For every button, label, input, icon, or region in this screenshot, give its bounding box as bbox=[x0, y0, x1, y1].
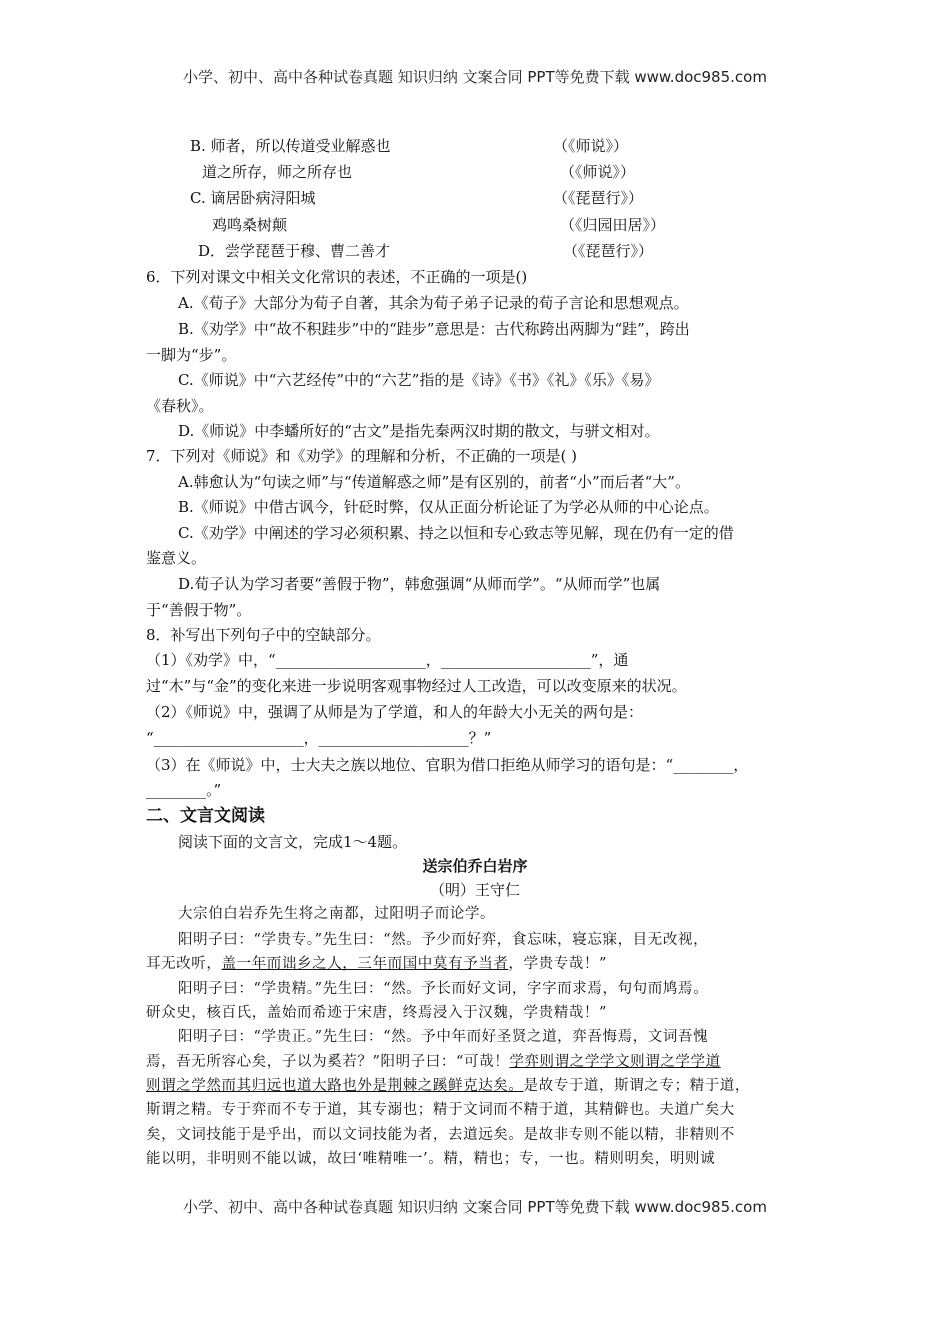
passage-line: 大宗伯白岩乔先生将之南都，过阳明子而论学。 bbox=[178, 906, 496, 922]
passage-line bbox=[146, 1075, 750, 1097]
underlined-sentence: 学弈则谓之学学文则谓之学学道 bbox=[509, 1054, 721, 1070]
page-footer: 小学、初中、高中各种试卷真题 知识归纳 文案合同 PPT等免费下载 www.doc985.com bbox=[183, 1198, 767, 1216]
q5-option-b2-source: （《师说》） bbox=[560, 163, 636, 181]
q6-option-d: D.《师说》中李蟠所好的“古文”是指先秦两汉时期的散文，与骈文相对。 bbox=[178, 422, 660, 440]
q6-option-c-cont: 《春秋》。 bbox=[146, 397, 214, 415]
q7-option-d: D.荀子认为学习者要“善假于物”，韩愈强调“从师而学”。“从师而学”也属 bbox=[178, 575, 661, 593]
q5-option-d: D．尝学琵琶于穆、曹二善才 bbox=[198, 242, 391, 260]
q5-option-b: B. 师者，所以传道受业解惑也 bbox=[190, 137, 391, 155]
q6-option-b-cont: 一脚为“步”。 bbox=[146, 346, 237, 364]
passage-text: 焉，吾无所容心矣，子以为奚若？”阳明子曰：“可哉！ bbox=[146, 1054, 510, 1070]
q8-part3: （3）在《师说》中，士大夫之族以地位、官职为借口拒绝从师学习的语句是：“________， bbox=[146, 756, 749, 774]
passage-text: ，学贵专哉！” bbox=[508, 956, 608, 972]
underlined-sentence: 则谓之学然而其归远也道大路也外是荆棘之蹊鲜克达矣。 bbox=[146, 1078, 524, 1094]
q8-part2: （2）《师说》中，强调了从师是为了学道，和人的年龄大小无关的两句是： bbox=[146, 703, 644, 721]
passage-title: 送宗伯乔白岩序 bbox=[422, 857, 528, 875]
q5-option-d-source: （《琵琶行》） bbox=[563, 242, 654, 260]
q7-option-b: B.《师说》中借古讽今，针砭时弊，仅从正面分析论证了为学必从师的中心论点。 bbox=[178, 498, 719, 516]
q6-stem: 6．下列对课文中相关文化常识的表述，不正确的一项是() bbox=[146, 268, 528, 286]
passage-author: （明）王守仁 bbox=[429, 881, 520, 899]
passage-line: 矣，文词技能于是乎出，而以文词技能为者，去道远矣。是故非专则不能以精，非精则不 bbox=[146, 1127, 735, 1143]
q8-stem: 8．补写出下列句子中的空缺部分。 bbox=[146, 626, 381, 644]
q7-option-c-cont: 鉴意义。 bbox=[146, 549, 207, 567]
page-header: 小学、初中、高中各种试卷真题 知识归纳 文案合同 PPT等免费下载 www.doc985.com bbox=[183, 68, 767, 86]
passage-text: 是故专于道，斯谓之专；精于道， bbox=[523, 1078, 750, 1094]
q8-part1-cont: 过“木”与“金”的变化来进一步说明客观事物经过人工改造，可以改变原来的状况。 bbox=[146, 677, 687, 695]
q8-part1: （1）《劝学》中，“____________________，____________________”，通 bbox=[146, 651, 629, 669]
passage-line: 阳明子曰：“学贵精。”先生曰：“然。予长而好文词，字字而求焉，句句而鸠焉。 bbox=[178, 981, 709, 997]
passage-line: 能以明，非明则不能以诚，故曰‘唯精唯一’。精，精也；专，一也。精则明矣，明则诚 bbox=[146, 1151, 716, 1167]
q5-option-c-source: （《琵琶行》） bbox=[553, 189, 644, 207]
passage-line bbox=[146, 953, 607, 975]
q8-part2-blanks: “____________________，____________________？” bbox=[146, 729, 492, 747]
q5-option-b2: 道之所存，师之所存也 bbox=[202, 163, 353, 181]
q5-option-c2-source: （《归园田居》） bbox=[560, 216, 666, 234]
section-heading: 二、文言文阅读 bbox=[146, 806, 265, 826]
passage-line: 斯谓之精。专于弈而不专于道，其专溺也；精于文词而不精于道，其精僻也。夫道广矣大 bbox=[146, 1102, 735, 1118]
q6-option-a: A.《荀子》大部分为荀子自著，其余为荀子弟子记录的荀子言论和思想观点。 bbox=[178, 294, 689, 312]
passage-line: 阳明子曰：“学贵正。”先生曰：“然。予中年而好圣贤之道，弈吾悔焉，文词吾愧 bbox=[178, 1029, 709, 1045]
q5-option-b-source: （《师说》） bbox=[553, 137, 629, 155]
passage-text: 耳无改听， bbox=[146, 956, 222, 972]
q8-part3-cont: ________。” bbox=[146, 781, 222, 799]
passage-line: 研众史，核百氏，盖始而希迹于宋唐，终焉浸入于汉魏，学贵精哉！” bbox=[146, 1005, 608, 1021]
section-instruction: 阅读下面的文言文，完成1～4题。 bbox=[178, 833, 408, 851]
q7-stem: 7．下列对《师说》和《劝学》的理解和分析，不正确的一项是( ) bbox=[146, 447, 578, 465]
q6-option-c: C.《师说》中“六艺经传”中的“六艺”指的是《诗》《书》《礼》《乐》《易》 bbox=[178, 371, 660, 389]
q5-option-c2: 鸡鸣桑树颠 bbox=[212, 216, 288, 234]
passage-line bbox=[146, 1051, 721, 1073]
q6-option-b: B.《劝学》中“故不积跬步”中的“跬步”意思是：古代称跨出两脚为“跬”，跨出 bbox=[178, 320, 690, 338]
passage-line: 阳明子曰：“学贵专。”先生曰：“然。予少而好弈，食忘味，寝忘寐，目无改视， bbox=[178, 932, 709, 948]
underlined-sentence: 盖一年而诎乡之人，三年而国中莫有予当者 bbox=[221, 956, 509, 972]
q7-option-c: C.《劝学》中阐述的学习必须积累、持之以恒和专心致志等见解，现在仍有一定的借 bbox=[178, 524, 734, 542]
q7-option-a: A.韩愈认为“句读之师”与“传道解惑之师”是有区别的，前者“小”而后者“大”。 bbox=[178, 473, 690, 491]
q7-option-d-cont: 于“善假于物”。 bbox=[146, 601, 252, 619]
q5-option-c: C. 谪居卧病浔阳城 bbox=[190, 189, 316, 207]
